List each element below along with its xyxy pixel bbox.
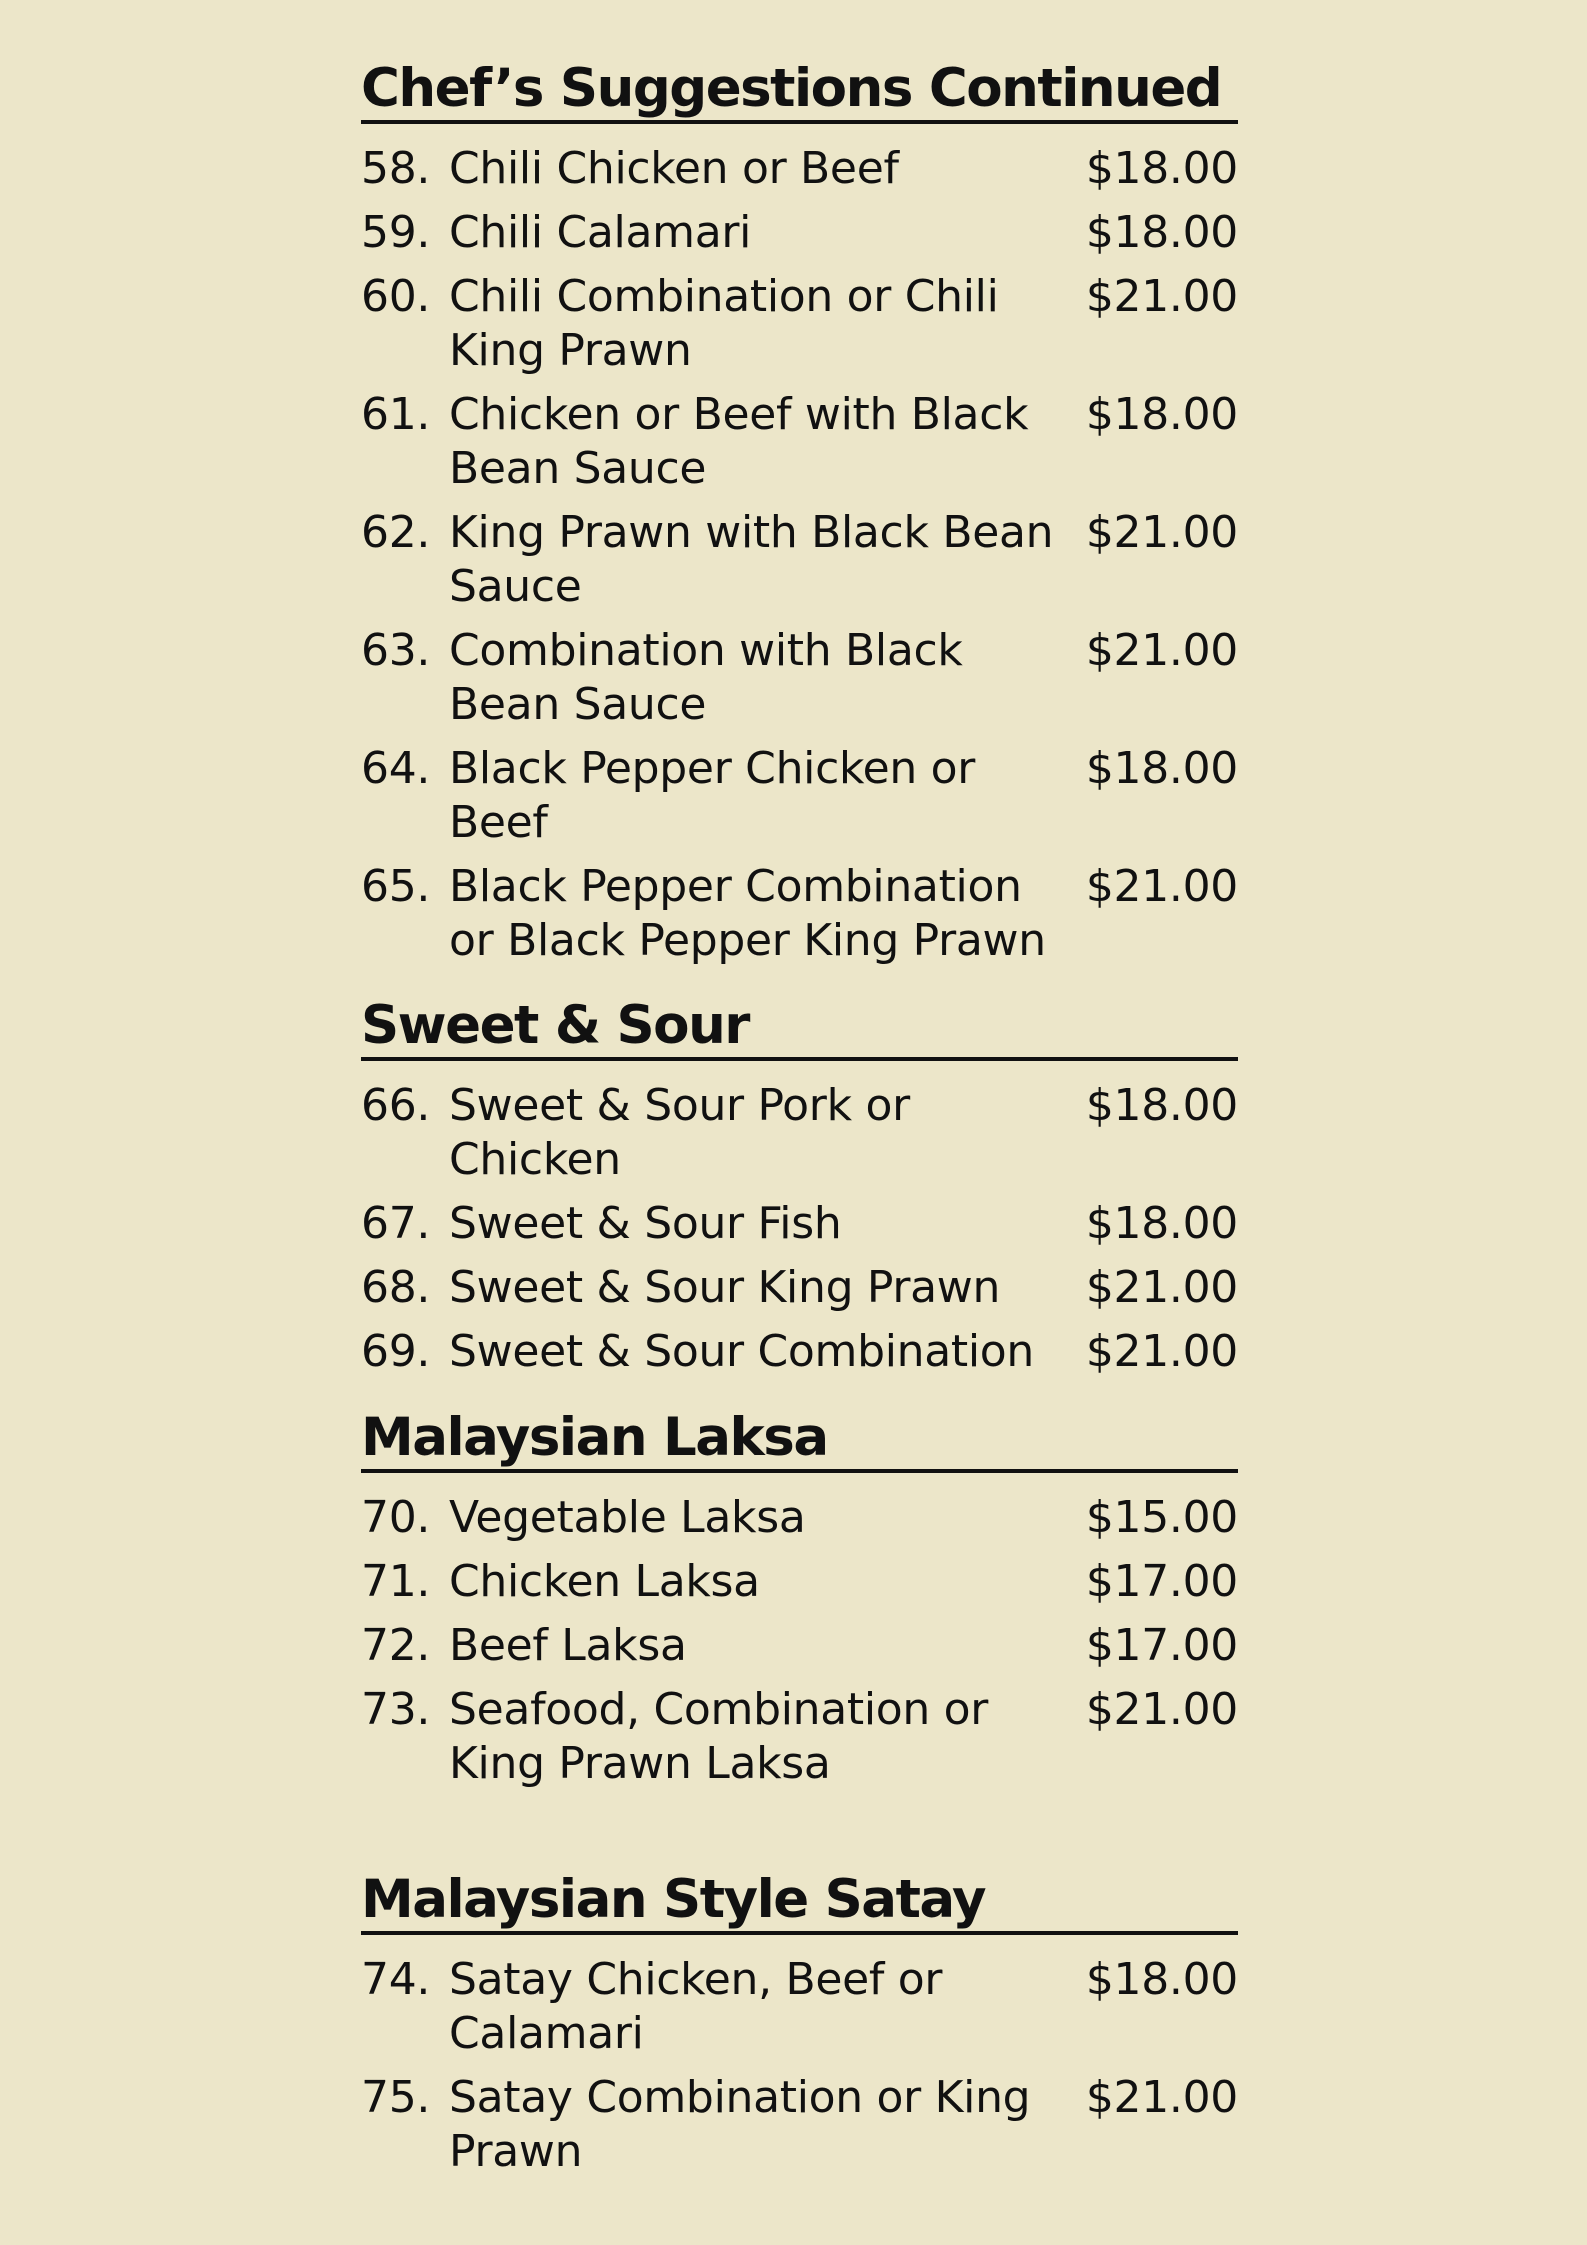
item-number: 65. [361,861,431,912]
item-price: $21.00 [1085,271,1238,322]
item-name: Combination with Black Bean Sauce [449,625,963,730]
item-name: Black Pepper Chicken or Beef [449,743,976,848]
item-price: $18.00 [1085,1954,1238,2005]
item-number: 68. [361,1262,431,1313]
item-list [361,1079,1238,1379]
menu-item [361,1555,1238,1609]
menu-item [361,742,1238,850]
item-name: Vegetable Laksa [449,1492,806,1543]
item-price: $21.00 [1085,2072,1238,2123]
section-title: Chef’s Suggestions Continued [361,58,1238,124]
item-name: Chili Chicken or Beef [449,143,899,194]
item-name: Seafood, Combination or King Prawn Laksa [449,1684,989,1789]
item-list [361,142,1238,968]
menu-item [361,142,1238,196]
item-price: $21.00 [1085,1326,1238,1377]
item-price: $17.00 [1085,1556,1238,1607]
item-price: $18.00 [1085,207,1238,258]
item-name: King Prawn with Black Bean Sauce [449,507,1054,612]
item-name: Chili Combination or Chili King Prawn [449,271,999,376]
item-name: Chicken or Beef with Black Bean Sauce [449,389,1029,494]
item-name: Satay Chicken, Beef or Calamari [449,1954,943,2059]
section-malaysian-laksa [361,1407,1238,1801]
item-number: 67. [361,1198,431,1249]
item-price: $18.00 [1085,389,1238,440]
item-number: 66. [361,1080,431,1131]
item-number: 64. [361,743,431,794]
item-number: 63. [361,625,431,676]
menu-item [361,506,1238,614]
menu-item [361,1325,1238,1379]
item-price: $18.00 [1085,143,1238,194]
menu-item [361,1619,1238,1673]
item-name: Sweet & Sour Combination [449,1326,1034,1377]
item-number: 58. [361,143,431,194]
item-price: $18.00 [1085,1080,1238,1131]
item-number: 59. [361,207,431,258]
item-name: Chicken Laksa [449,1556,760,1607]
item-price: $15.00 [1085,1492,1238,1543]
menu-item [361,1261,1238,1315]
menu-item [361,1079,1238,1187]
section-title: Sweet & Sour [361,995,1238,1061]
item-name: Sweet & Sour King Prawn [449,1262,1001,1313]
item-number: 70. [361,1492,431,1543]
section-chefs-suggestions [361,58,1238,978]
item-price: $17.00 [1085,1620,1238,1671]
menu-item [361,388,1238,496]
section-sweet-sour [361,995,1238,1389]
item-number: 60. [361,271,431,322]
menu-item [361,624,1238,732]
item-price: $18.00 [1085,1198,1238,1249]
item-name: Satay Combination or King Prawn [449,2072,1031,2177]
item-number: 73. [361,1684,431,1735]
item-price: $21.00 [1085,507,1238,558]
item-number: 75. [361,2072,431,2123]
menu-item [361,1491,1238,1545]
item-price: $21.00 [1085,625,1238,676]
section-malaysian-satay [361,1869,1238,2189]
item-name: Beef Laksa [449,1620,687,1671]
menu-item [361,2071,1238,2179]
item-name: Black Pepper Combination or Black Pepper King Prawn [449,861,1046,966]
item-list [361,1953,1238,2179]
item-price: $18.00 [1085,743,1238,794]
menu-item [361,270,1238,378]
item-number: 71. [361,1556,431,1607]
menu-item [361,1683,1238,1791]
item-number: 62. [361,507,431,558]
item-name: Sweet & Sour Pork or Chicken [449,1080,910,1185]
item-name: Chili Calamari [449,207,752,258]
menu-item [361,206,1238,260]
menu-item [361,1953,1238,2061]
item-name: Sweet & Sour Fish [449,1198,842,1249]
section-title: Malaysian Laksa [361,1407,1238,1473]
item-list [361,1491,1238,1791]
item-number: 74. [361,1954,431,2005]
item-number: 61. [361,389,431,440]
item-price: $21.00 [1085,1262,1238,1313]
item-number: 72. [361,1620,431,1671]
section-title: Malaysian Style Satay [361,1869,1238,1935]
menu-item [361,1197,1238,1251]
item-price: $21.00 [1085,1684,1238,1735]
item-number: 69. [361,1326,431,1377]
item-price: $21.00 [1085,861,1238,912]
menu-item [361,860,1238,968]
